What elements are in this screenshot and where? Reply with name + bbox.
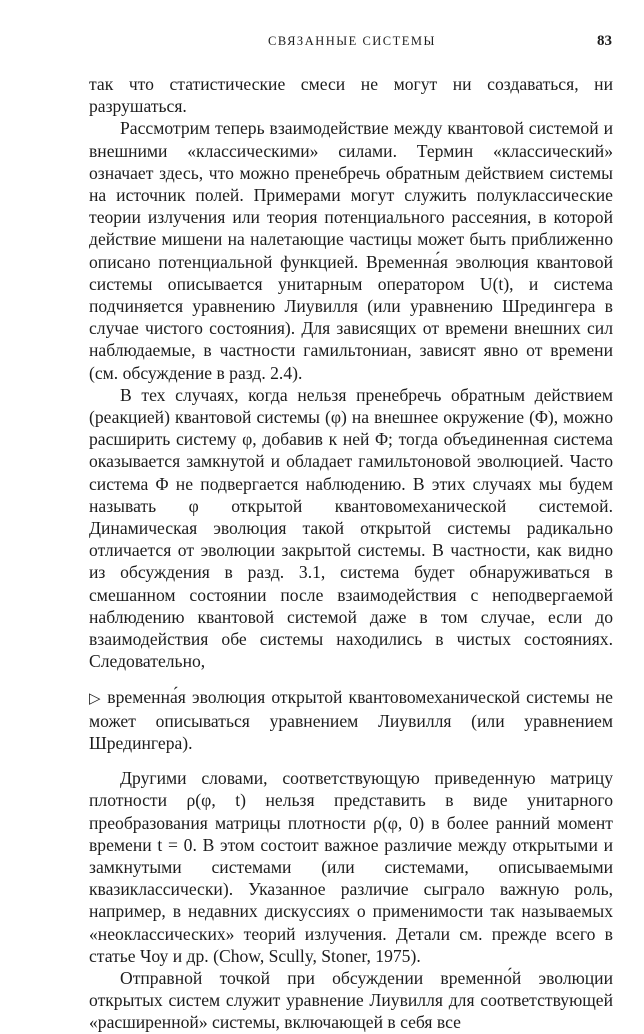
triangle-marker-icon: ▷ [89,689,103,708]
paragraph-starting-point: Отправной точкой при обсуждении временно́й эволюции открытых систем служит уравнение Лиувилля для соответствующей «расширенной» системы, включающей в себя все [89,967,613,1033]
paragraph-classical-forces: Рассмотрим теперь взаимодействие между квантовой системой и внешними «классическими» силами. Термин «классический» означает здесь, что можно пренебречь обратным действием системы на источник полей. Примерами могут служить полуклассические теории излучения или теория потенциального рассеяния, в которой действие мишени на налетающие частицы может быть приближенно описано потенциальной функцией. Временна́я эволюция квантовой системы описывается унитарным оператором U(t), и система подчиняется уравнению Лиувилля (или уравнению Шредингера в случае чистого состояния). Для зависящих от времени внешних сил наблюдаемые, в частности гамильтониан, зависят явно от времени (см. обсуждение в разд. 2.4). [89,118,613,383]
statement-text: временна́я эволюция открытой квантовомеханической системы не может описываться уравнением Лиувилля (или уравнением Шредингера). [89,687,613,753]
paragraph-open-systems: В тех случаях, когда нельзя пренебречь обратным действием (реакцией) квантовой системы (φ) на внешнее окружение (Φ), можно расширить систему φ, добавив к ней Φ; тогда объединенная система оказывается замкнутой и обладает гамильтоновой эволюцией. Часто система Φ не подвергается наблюдению. В этих случаях мы будем называть φ открытой квантовомеханической системой. Динамическая эволюция такой открытой системы радикально отличается от эволюции закрытой системы. В частности, как видно из обсуждения в разд. 3.1, система будет обнаруживаться в смешанном состоянии после взаимодействия с неподвергаемой наблюдению квантовой системой даже в том случае, если до взаимодействия обе системы находились в чистых состояниях. Следовательно, [89,384,613,672]
paragraph-continuation: так что статистические смеси не могут ни создаваться, ни разрушаться. [89,74,613,117]
paragraph-density-matrix: Другими словами, соответствующую приведенную матрицу плотности ρ(φ, t) нельзя представить в виде унитарного преобразования матрицы плотности ρ(φ, 0) в более ранний момент времени t = 0. В этом состоит важное различие между открытыми и замкнутыми системами (или системами, описываемыми квазиклассически). Указанное различие сыграло важную роль, например, в недавних дискуссиях о применимости так называемых «неоклассических» теорий излучения. Детали см. прежде всего в статье Чоу и др. (Chow, Scully, Stoner, 1975). [89,768,613,966]
running-head [92,34,612,54]
highlighted-statement [89,686,613,754]
page-number: 83 [597,33,612,49]
running-title: СВЯЗАННЫЕ СИСТЕМЫ [268,34,436,48]
text-body [89,73,613,1034]
